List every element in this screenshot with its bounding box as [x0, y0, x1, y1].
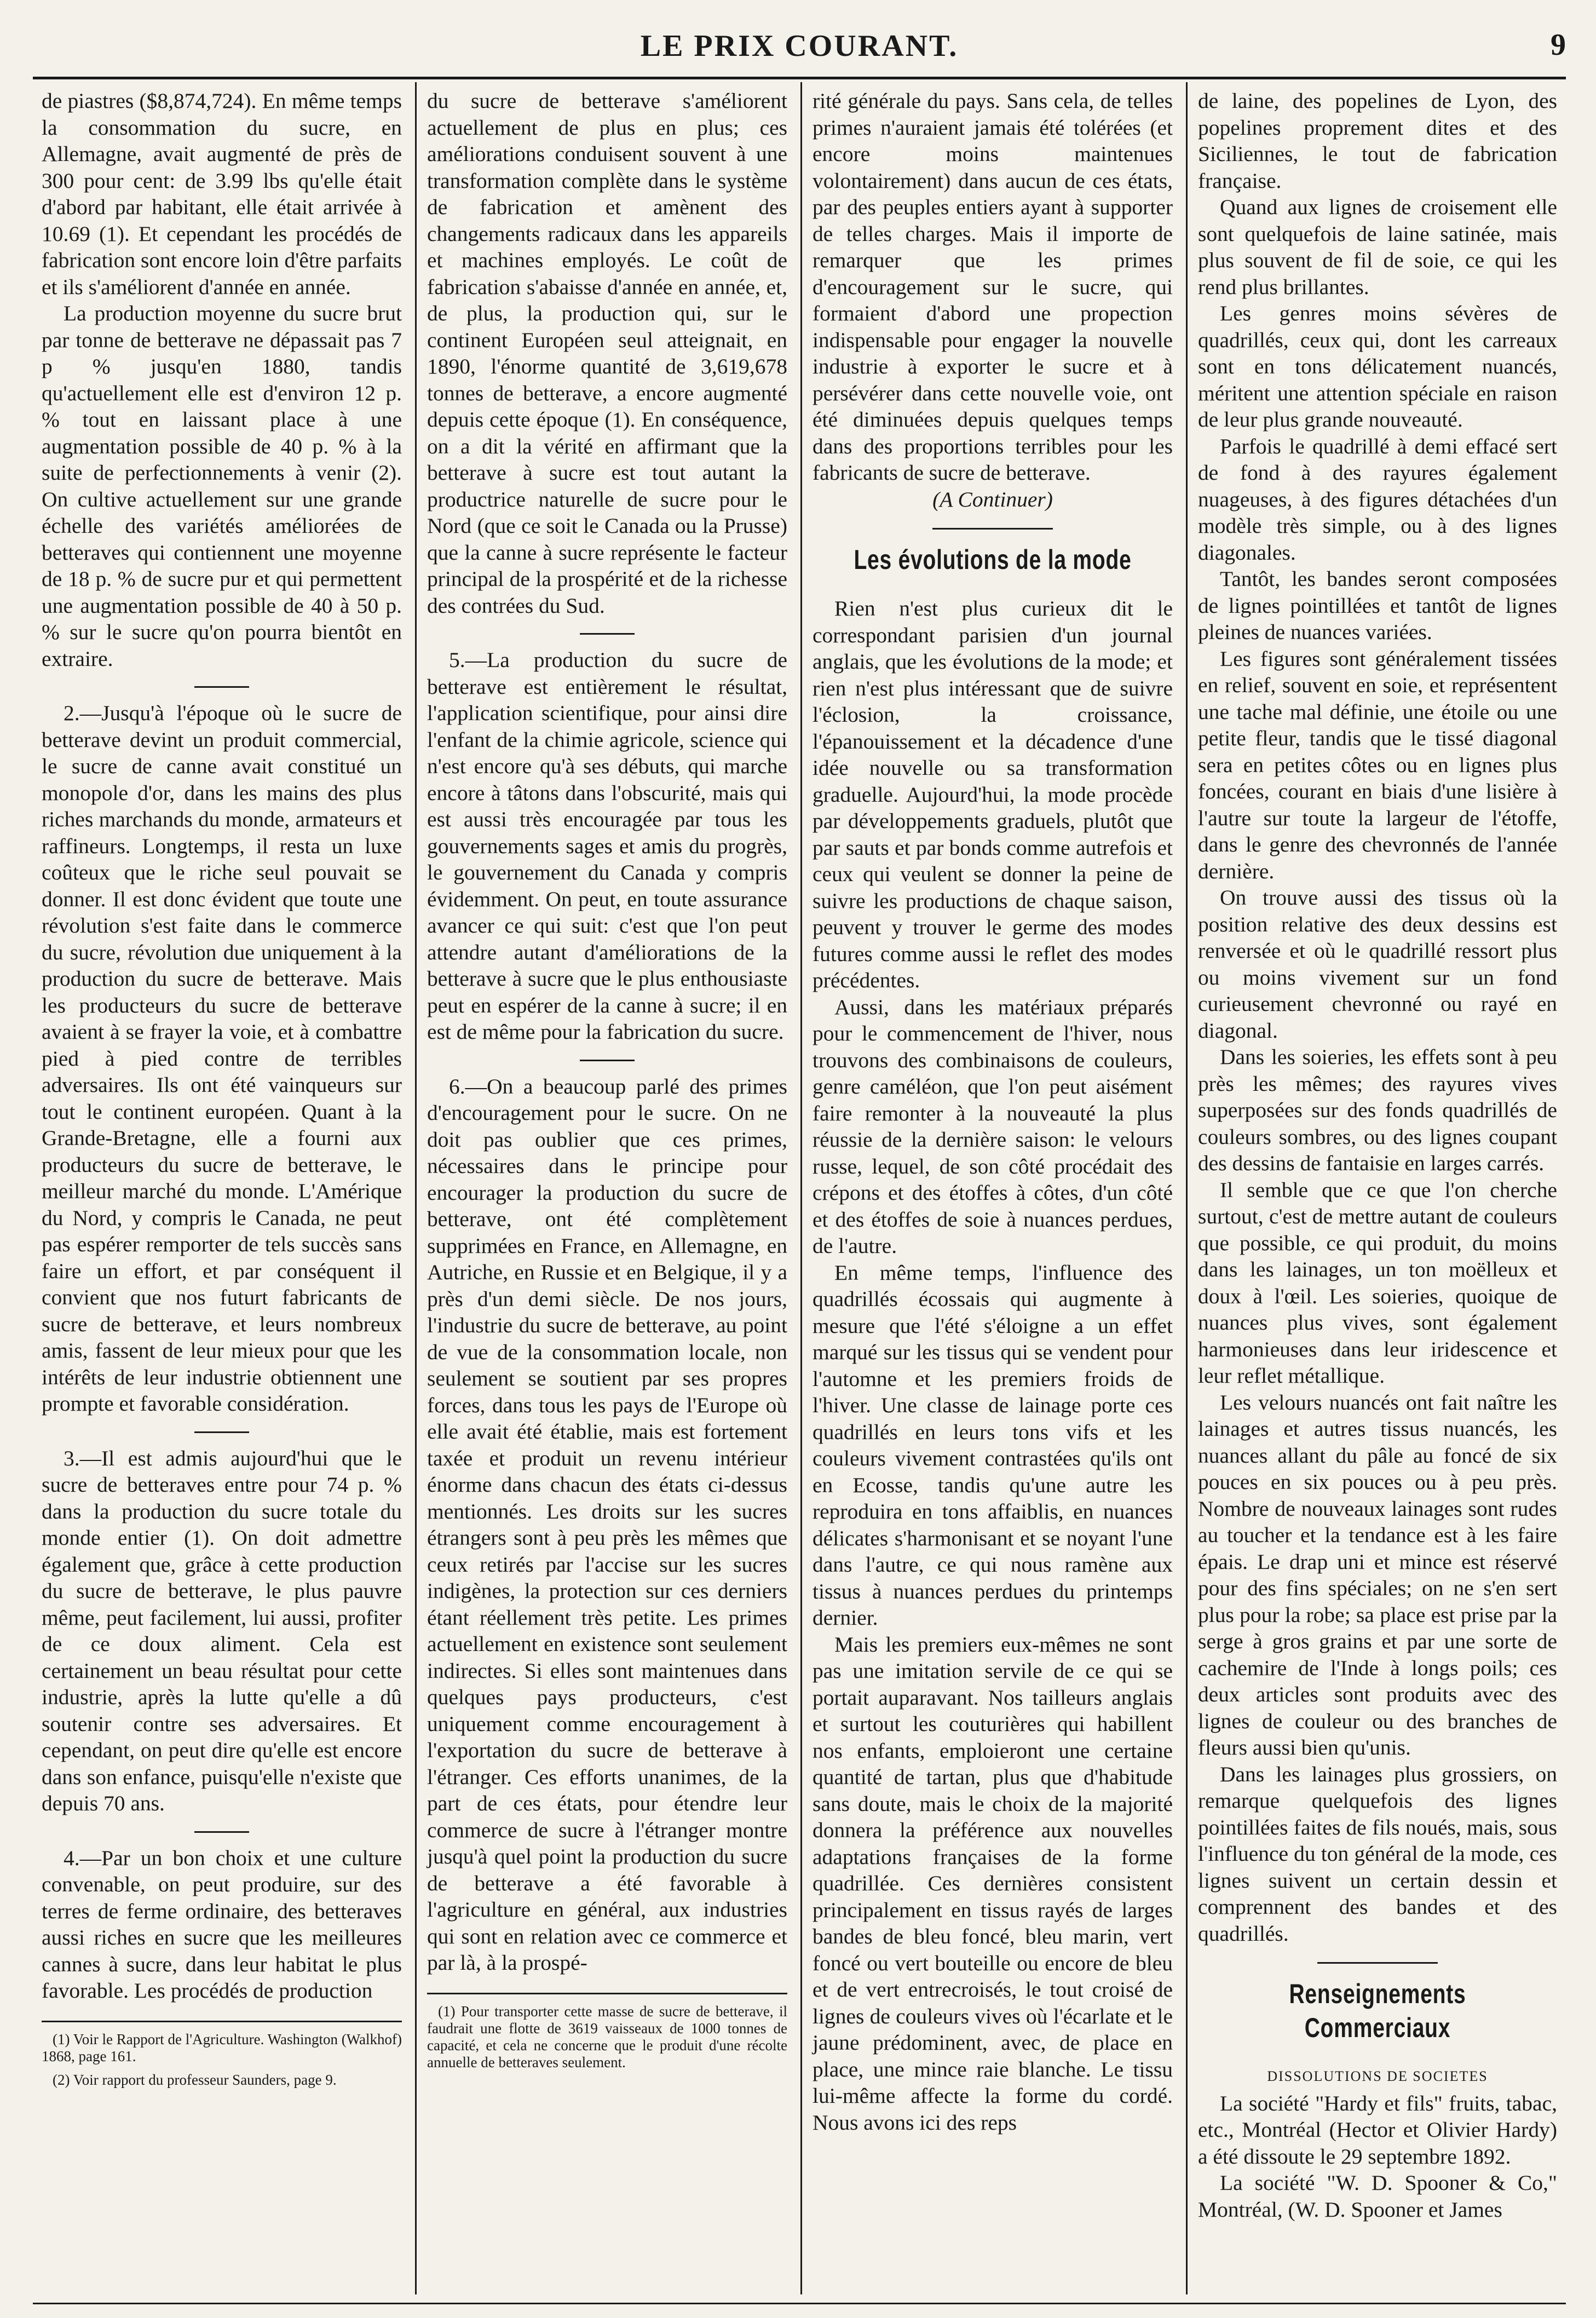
paragraph: de piastres ($8,874,724). En même temps la consommation du sucre, en Allemagne, avait augmenté de près de 300 pour cent: de 3.99 lbs qu'elle était d'abord par habitant, elle était arrivée à 10.69 (1). Et cependant les procédés de fabrication sont encore loin d'être parfaits et ils s'améliorent d'année en année.: [42, 89, 402, 299]
masthead: LE PRIX COURANT.: [640, 29, 959, 63]
header-rule: [33, 77, 1566, 79]
continue-note: (A Continuer): [932, 487, 1053, 511]
paragraph: 4.—Par un bon choix et une culture convenable, on peut produire, sur des terres de ferme ordinaire, des betteraves aussi riches en sucre que les meilleures cannes à sucre, dans leur habitat le plus favorable. Les procédés de production: [42, 1845, 402, 2003]
footnote: (1) Voir le Rapport de l'Agriculture. Washington (Walkhof) 1868, page 161.: [42, 2031, 402, 2064]
column-rule: [1186, 82, 1188, 2294]
paragraph: 3.—Il est admis aujourd'hui que le sucre de betteraves entre pour 74 p. % dans la production du sucre totale du monde entier (1). On doit admettre également que, grâce à cette production du sucre de betterave, le plus pauvre même, peut facilement, lui aussi, profiter de ce doux aliment. Cela est certainement un beau résultat pour cette industrie, après la lutte qu'elle a dû soutenir contre ses adversaires. Et cependant, on peut dire qu'elle est encore dans son enfance, puisqu'elle n'existe que depuis 70 ans.: [42, 1446, 402, 1815]
separator-rule: [194, 686, 249, 688]
footnote: (2) Voir rapport du professeur Saunders, page 9.: [53, 2071, 337, 2088]
separator-rule: [932, 528, 1053, 530]
column-3: [804, 82, 1182, 2294]
paragraph: En même temps, l'influence des quadrillés écossais qui augmente à mesure que l'été s'éloigne a un effet marqué sur les tissus qui se vendent pour l'automne et les premiers froids de l'hiver. Une classe de lainage porte ces quadrillés en leurs tons vifs et les couleurs vivement contrastées qu'ils ont en Ecosse, tandis qu'une autre les reproduira en tons affaiblis, en nuances délicates s'harmonisant et se noyant l'une dans l'autre, ce qui nous ramène aux tissus à nuances perdues du printemps dernier.: [813, 1260, 1173, 1630]
page-header: [33, 22, 1566, 82]
paragraph: La société "W. D. Spooner & Co," Montréal, (W. D. Spooner et James: [1198, 2171, 1557, 2222]
column-2: [418, 82, 796, 2294]
footnotes: [42, 2021, 402, 2089]
paragraph: Dans les lainages plus grossiers, on remarque quelquefois des lignes pointillées faites de fils noués, mais, sous l'influence du ton général de la mode, ces lignes suivent un certain dessin et comprennent des bandes et des quadrillés.: [1198, 1762, 1557, 1946]
paragraph: de laine, des popelines de Lyon, des popelines proprement dites et des Siciliennes, le tout de fabrication française.: [1198, 89, 1557, 193]
paragraph: Rien n'est plus curieux dit le correspondant parisien d'un journal anglais, que les évolutions de la mode; et rien n'est plus intéressant que de suivre l'éclosion, la croissance, l'épanouissement et la décadence d'une idée nouvelle ou sa transformation graduelle. Aujourd'hui, la mode procède par développements graduels, plutôt que par sauts et par bonds comme autrefois et ceux qui veulent se donner la peine de suivre les productions de chaque saison, peuvent y trouver le germe des modes futures comme aussi le reflet des modes précédentes.: [813, 596, 1173, 992]
paragraph: La société "Hardy et fils" fruits, tabac, etc., Montréal (Hector et Olivier Hardy) a été dissoute le 29 septembre 1892.: [1198, 2091, 1557, 2169]
paragraph: Tantôt, les bandes seront composées de lignes pointillées et tantôt de lignes pleines de nuances variées.: [1198, 567, 1557, 644]
paragraph: Quand aux lignes de croisement elle sont quelquefois de laine satinée, mais plus souvent de fil de soie, ce qui les rend plus brillantes.: [1198, 195, 1557, 299]
page-number: 9: [1551, 28, 1566, 62]
paragraph: 2.—Jusqu'à l'époque où le sucre de betterave devint un produit commercial, le sucre de canne avait constitué un monopole d'or, dans les mains des plus riches marchands du monde, armateurs et raffineurs. Longtemps, il resta un luxe coûteux que le riche seul pouvait se donner. Il est donc évident que toute une révolution s'est faite dans le commerce du sucre, révolution due uniquement à la production du sucre de betterave. Mais les producteurs du sucre de betterave avaient à se frayer la voie, et à combattre pied à pied contre de terribles adversaires. Ils ont été vainqueurs sur tout le continent européen. Quant à la Grande-Bretagne, elle a fourni aux producteurs du sucre de betterave, le meilleur marché du monde. L'Amérique du Nord, y compris le Canada, ne peut pas espérer remporter de tels succès sans faire un effort, et par conséquent il convient que nos futurt fabricants de sucre de betterave, et leurs nombreux amis, fassent de leur mieux pour que les intérêts de leur industrie obtiennent une prompte et favorable considération.: [42, 701, 402, 1416]
paragraph: rité générale du pays. Sans cela, de telles primes n'auraient jamais été tolérées (et encore moins maintenues volontairement) dans aucun de ces états, par des peuples entiers ayant à supporter de telles charges. Mais il importe de remarquer que les primes d'encouragement sur le sucre, qui formaient d'abord une propection indispensable pour engager la nouvelle industrie à exporter le sucre et à persévérer dans cette nouvelle voie, ont été diminuées depuis quelques temps dans des proportions terribles pour les fabricants de sucre de betterave.: [813, 89, 1173, 485]
separator-rule: [580, 633, 635, 635]
paragraph: La production moyenne du sucre brut par tonne de betterave ne dépassait pas 7 p % jusqu'en 1880, tandis qu'actuellement elle est d'environ 12 p. % tout en laissant place à une augmentation possible de 40 p. % à la suite de perfectionnements à venir (2). On cultive actuellement sur une grande échelle des variétés améliorées de betteraves qui contiennent une moyenne de 18 p. % de sucre pur et qui permettent une augmentation possible de 40 à 50 p. % sur le sucre qu'on pourra bientôt en extraire.: [42, 301, 402, 671]
paragraph: 6.—On a beaucoup parlé des primes d'encouragement pour le sucre. On ne doit pas oublier que ces primes, nécessaires dans le principe pour encourager la production du sucre de betterave, ont été complètement supprimées en France, en Allemagne, en Autriche, en Russie et en Belgique, il y a près d'un demi siècle. De nos jours, l'industrie du sucre de betterave, au point de vue de la consommation locale, non seulement se soutient par ses propres forces, dans tous les pays de l'Europe où elle avait été établie, mais est fortement taxée et produit un revenu intérieur énorme dans chacun des états ci-dessus mentionnés. Les droits sur les sucres étrangers sont à peu près les mêmes que ceux retirés par l'accise sur les sucres indigènes, la protection sur ces derniers étant réellement très petite. Les primes actuellement en existence sont seulement indirectes. Si elles sont maintenues dans quelques pays producteurs, c'est uniquement comme encouragement à l'exportation du sucre de betterave à l'étranger. Ces efforts unanimes, de la part de ces états, pour étendre leur commerce de sucre à l'étranger montre jusqu'à quel point la production du sucre de betterave a été favorable à l'agriculture en général, aux industries qui sont en relation avec ce commerce et par là, à la prospé-: [427, 1074, 787, 1975]
paragraph: Les velours nuancés ont fait naître les lainages et autres tissus nuancés, les nuances allant du pâle au foncé de six pouces en six pouces ou à peu près. Nombre de nouveaux lainages sont rudes au toucher et la tendance est à les faire épais. Le drap uni et mince est réservé pour des fins spéciales; on ne s'en sert plus pour la robe; sa place est prise par la serge à gros grains et par une sorte de cachemire de l'Inde à longs poils; ces deux articles sont produits avec des lignes de couleur ou des branches de fleurs aussi bien qu'unis.: [1198, 1390, 1557, 1759]
column-rule: [800, 82, 802, 2294]
paragraph: Les figures sont généralement tissées en relief, souvent en soie, et représentent une tache mal définie, une étoile ou une petite fleur, tandis que le tissé diagonal sera en petites côtes ou en lignes plus foncées, courant en biais d'une lisière à l'autre sur toute la largeur de l'étoffe, dans le genre des chevronnés de l'année dernière.: [1198, 646, 1557, 883]
paragraph: Il semble que ce que l'on cherche surtout, c'est de mettre autant de couleurs que possible, ce qui produit, du moins dans les lainages, un ton moëlleux et doux à l'œil. Les soieries, quoique de nuances plus vives, sont également harmonieuses dans leur iridescence et leur reflet métallique.: [1198, 1177, 1557, 1388]
separator-rule: [580, 1060, 635, 1061]
separator-rule: [1317, 1962, 1438, 1964]
subsection-heading: DISSOLUTIONS DE SOCIETES: [1267, 2068, 1488, 2084]
footnotes: [427, 1993, 787, 2071]
separator-rule: [194, 1431, 249, 1433]
paragraph: Dans les soieries, les effets sont à peu près les mêmes; des rayures vives superposées sur des fonds quadrillés de couleurs sombres, ou des lignes coupant des dessins de fantaisie en larges carrés.: [1198, 1045, 1557, 1175]
column-1: [33, 82, 411, 2294]
paragraph: du sucre de betterave s'améliorent actuellement de plus en plus; ces améliorations conduisent souvent à une transformation complète dans le système de fabrication et amènent des changements radicaux dans les appareils et machines employés. Le coût de fabrication s'abaisse d'année en année, et, de plus, la production qui, sur le continent Européen seul atteignait, en 1890, l'énorme quantité de 3,619,678 tonnes de betterave, a encore augmenté depuis cette époque (1). En conséquence, on a dit la vérité en affirmant que la betterave à sucre est tout autant la productrice naturelle de sucre pour le Nord (que ce soit le Canada ou la Prusse) que la canne à sucre représente le facteur principal de la prospérité et de la richesse des contrées du Sud.: [427, 89, 787, 618]
article-title: Les évolutions de la mode: [854, 544, 1132, 575]
section-title: Renseignements Commerciaux: [1289, 1978, 1466, 2043]
paragraph: Parfois le quadrillé à demi effacé sert de fond à des rayures également nuageuses, à des figures détachées d'un modèle très simple, ou à des lignes diagonales.: [1198, 434, 1557, 565]
paragraph: 5.—La production du sucre de betterave est entièrement le résultat, l'application scientifique, pour ainsi dire l'enfant de la chimie agricole, science qui n'est encore qu'à ses débuts, qui marche encore à tâtons dans l'obscurité, mais qui est aussi très encouragée par tous les gouvernements sages et amis du progrès, le gouvernement du Canada y compris évidemment. On peut, en toute assurance avancer ce qui suit: c'est que l'on peut attendre autant d'améliorations de la betterave à sucre que le plus enthousiaste peut en espérer de la canne à sucre; il en est de même pour la fabrication du sucre.: [427, 648, 787, 1044]
column-4: [1189, 82, 1566, 2294]
paragraph: Aussi, dans les matériaux préparés pour le commencement de l'hiver, nous trouvons des combinaisons de couleurs, genre caméléon, que l'on peut aisément faire remonter à la nouveauté la plus réussie de la dernière saison: le velours russe, lequel, de son côté procédait des crépons et des étoffes à côtes, d'un côté et des étoffes de soie à nuances perdues, de l'autre.: [813, 994, 1173, 1258]
footnote: (1) Pour transporter cette masse de sucre de betterave, il faudrait une flotte de 3619 vaisseaux de 1000 tonnes de capacité, et cela ne concerne que le produit d'une récolte annuelle de betteraves seulement.: [427, 2003, 787, 2070]
paragraph: Mais les premiers eux-mêmes ne sont pas une imitation servile de ce qui se portait auparavant. Nos tailleurs anglais et surtout les couturières qui habillent nos enfants, emploieront une certaine quantité de tartan, plus que d'habitude sans doute, mais le choix de la majorité donnera la préférence aux nouvelles adaptations françaises de la forme quadrillée. Ces dernières consistent principalement en tissus rayés de larges bandes de bleu foncé, bleu marin, vert foncé ou vert bouteille ou encore de bleu et de vert entrecroisés, le tout croisé de lignes de couleurs vives où l'écarlate et le jaune prédominent, avec, de place en place, une mince raie blanche. Le tissu lui-même affecte la forme du cordé. Nous avons ici des reps: [813, 1632, 1173, 2135]
column-rule: [415, 82, 417, 2294]
paragraph: Les genres moins sévères de quadrillés, ceux qui, dont les carreaux sont en tons délicatement nuancés, méritent une attention spéciale en raison de leur plus grande nouveauté.: [1198, 301, 1557, 432]
article-columns: [33, 82, 1566, 2294]
paragraph: On trouve aussi des tissus où la position relative des deux dessins est renversée et où le quadrillé ressort plus ou moins vivement sur un fond curieusement chevronné ou rayé en diagonal.: [1198, 885, 1557, 1043]
separator-rule: [194, 1831, 249, 1833]
bottom-rule: [33, 2303, 1566, 2304]
